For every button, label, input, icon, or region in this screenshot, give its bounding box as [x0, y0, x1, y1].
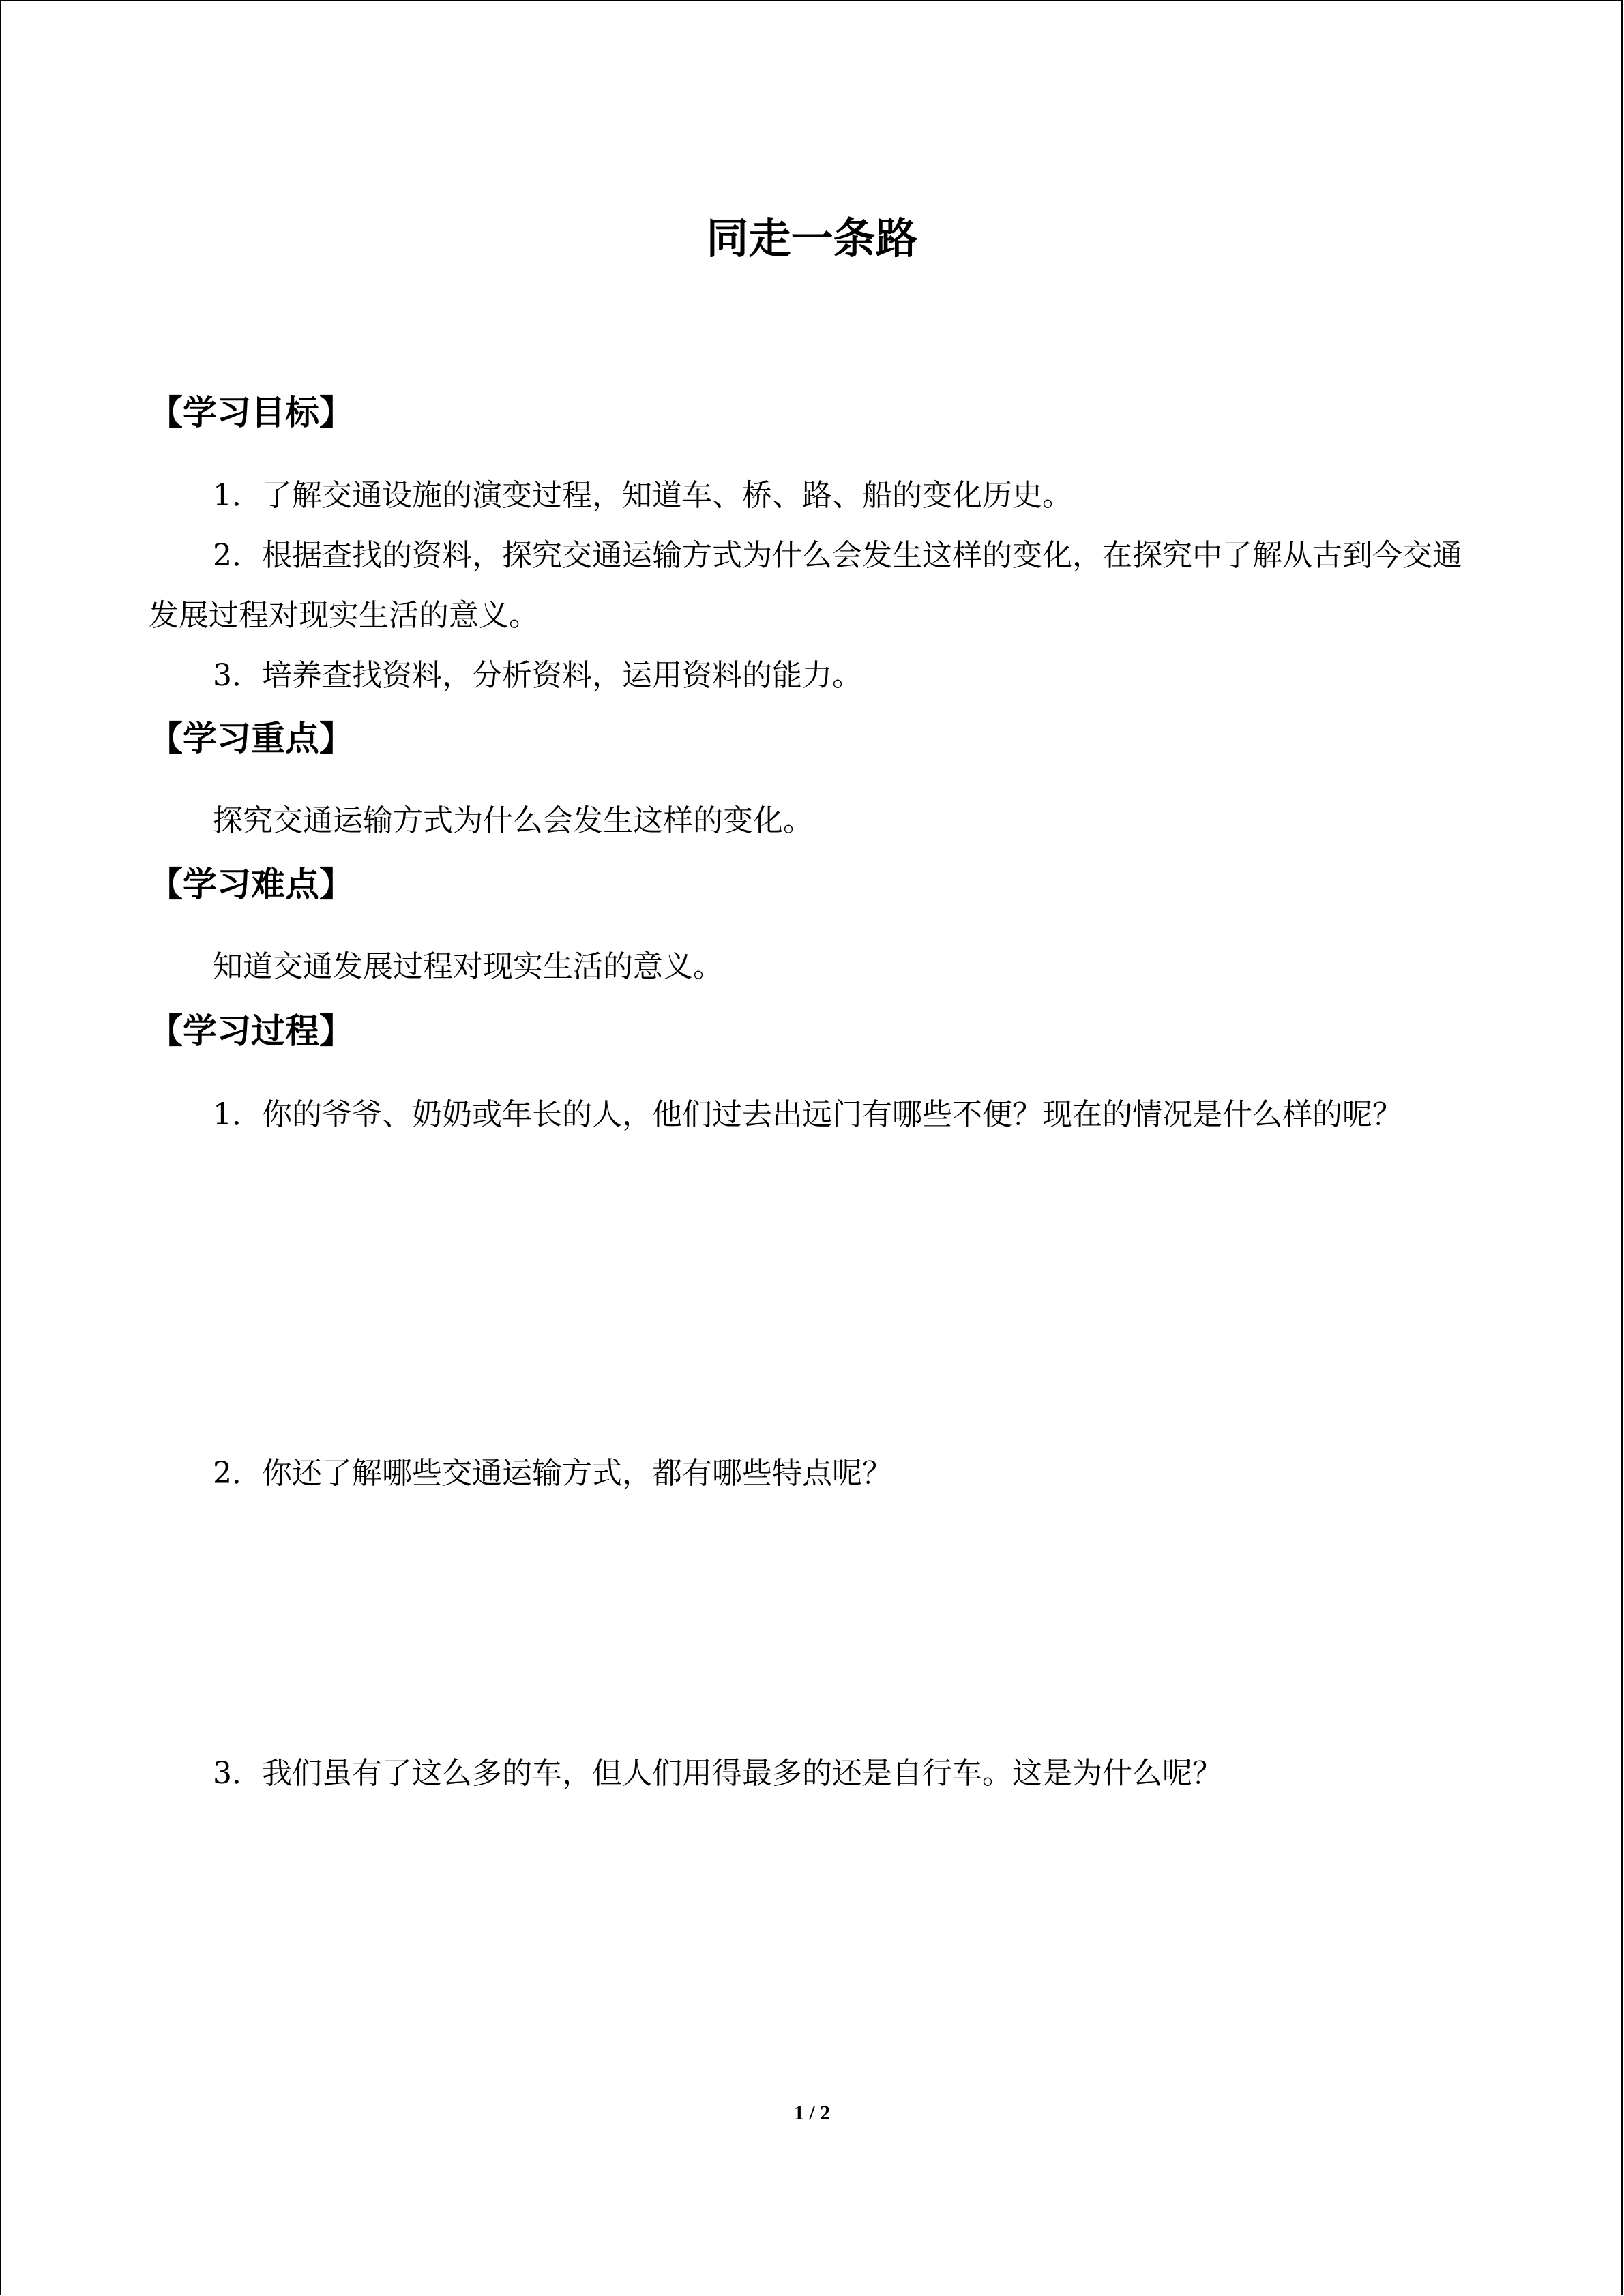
section-heading-key-points: 【学习重点】 [149, 719, 353, 758]
section-heading-objectives: 【学习目标】 [149, 393, 353, 432]
difficulties-text: 知道交通发展过程对现实生活的意义。 [213, 949, 723, 984]
key-points-text: 探究交通运输方式为什么会发生这样的变化。 [213, 803, 813, 838]
objective-item-2: 2．根据查找的资料，探究交通运输方式为什么会发生这样的变化，在探究中了解从古到今交通发展过程对现实生活的意义。 [149, 538, 1462, 633]
process-question-1: 1．你的爷爷、奶奶或年长的人，他们过去出远门有哪些不便？现在的情况是什么样的呢？ [213, 1097, 1402, 1132]
objective-item-1: 1．了解交通设施的演变过程，知道车、桥、路、船的变化历史。 [213, 478, 1072, 513]
page-title: 同走一条路 [706, 213, 918, 263]
process-question-2: 2．你还了解哪些交通运输方式，都有哪些特点呢？ [213, 1456, 892, 1491]
process-question-3: 3．我们虽有了这么多的车，但人们用得最多的还是自行车。这是为什么呢？ [213, 1756, 1222, 1791]
section-heading-process: 【学习过程】 [149, 1011, 353, 1051]
objective-item-3: 3．培养查找资料，分析资料，运用资料的能力。 [213, 658, 862, 693]
page-number: 1 / 2 [793, 2102, 831, 2124]
section-heading-difficulties: 【学习难点】 [149, 865, 353, 904]
